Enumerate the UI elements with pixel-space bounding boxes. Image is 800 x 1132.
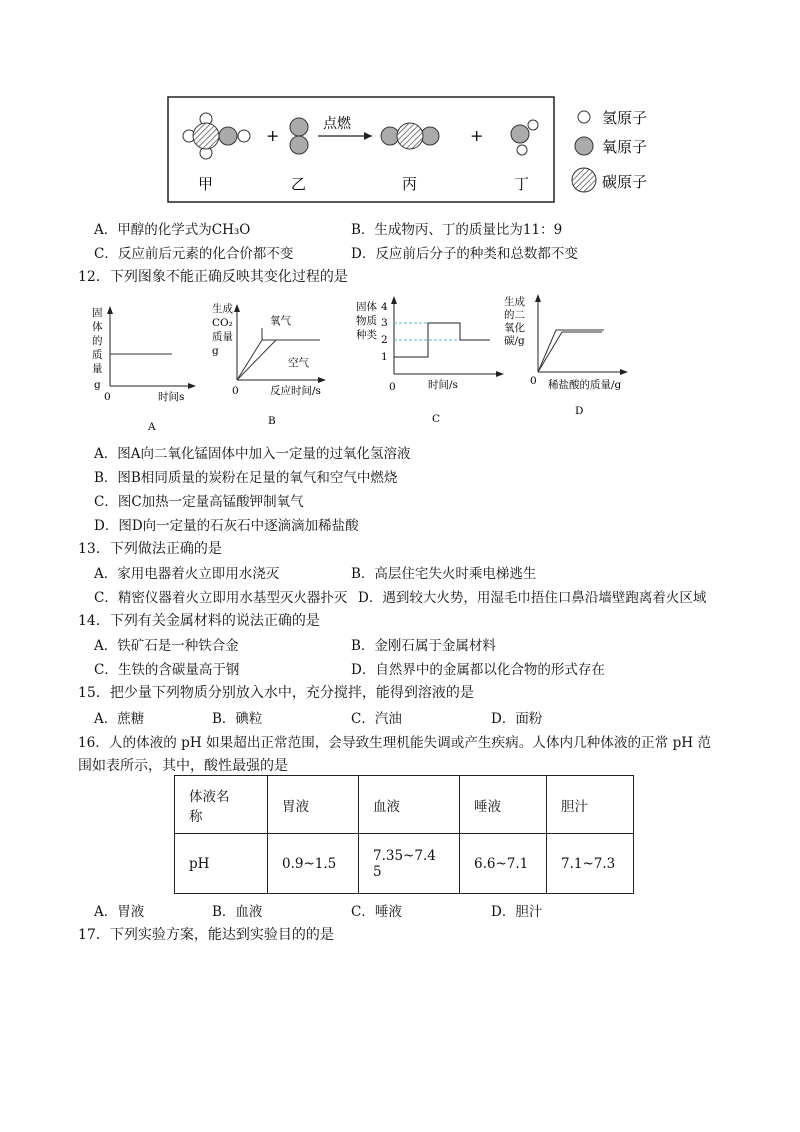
q12-option-b: B．图B相同质量的炭粉在足量的氧气和空气中燃烧 — [94, 470, 398, 486]
q14-option-b: B．金刚石属于金属材料 — [351, 638, 496, 654]
graph-label: C — [432, 413, 441, 425]
table-cell: 血液 — [359, 776, 460, 834]
graph-label: 1 — [381, 351, 388, 363]
q12-stem: 12．下列图象不能正确反映其变化过程的是 — [78, 269, 348, 285]
molecule-ding — [511, 120, 538, 155]
legend-hydrogen: 氢原子 — [602, 109, 648, 127]
graph-label: 碳/g — [504, 335, 525, 347]
graph-label: 量 — [92, 363, 103, 375]
table-row — [175, 834, 634, 894]
q14-option-d: D．自然界中的金属都以化合物的形式存在 — [351, 662, 605, 678]
q16-stem-line1: 16．人的体液的 pH 如果超出正常范围，会导致生理机能失调或产生疾病。人体内几种体液的正常 pH 范 — [78, 735, 712, 751]
legend-carbon: 碳原子 — [602, 173, 648, 191]
graph-label: A — [148, 421, 156, 433]
q16-option-d: D．胆汁 — [491, 904, 543, 920]
graph-label: B — [268, 415, 276, 427]
q15-option-d: D．面粉 — [491, 711, 543, 727]
table-cell: 0.9~1.5 — [268, 834, 359, 894]
graph-label: 生成 — [212, 303, 233, 315]
graph-label: 质量 — [212, 331, 233, 343]
plus-1: + — [266, 126, 280, 145]
graph-d-line-1 — [538, 330, 604, 372]
graph-b — [212, 302, 326, 427]
graph-label: CO₂ — [212, 317, 233, 329]
graph-label: 种类 — [356, 329, 377, 341]
legend-oxygen-icon — [575, 137, 593, 155]
arrow-label: 点燃 — [323, 116, 351, 132]
q15-option-c: C．汽油 — [351, 711, 402, 727]
q13-stem: 13．下列做法正确的是 — [78, 541, 222, 557]
graph-label: 反应时间/s — [270, 385, 321, 397]
q16-option-a: A．胃液 — [94, 904, 145, 920]
reaction-box — [168, 97, 554, 202]
graph-label: 固 — [92, 307, 103, 319]
q16-option-c: C．唾液 — [351, 904, 402, 920]
graph-label: 体 — [92, 321, 103, 333]
q14-option-a: A．铁矿石是一种铁合金 — [94, 638, 239, 654]
graph-label: 2 — [381, 334, 388, 346]
graph-label: 氧化 — [504, 322, 525, 334]
graph-label: 的 — [92, 335, 103, 347]
graph-label: 3 — [381, 317, 388, 329]
reaction-diagram — [0, 0, 800, 215]
q12-option-a: A．图A向二氧化锰固体中加入一定量的过氧化氢溶液 — [94, 446, 411, 462]
graph-label: 0 — [530, 375, 537, 387]
graph-label: g — [212, 345, 219, 357]
table-cell: 胆汁 — [547, 776, 634, 834]
table-cell: 7.1~7.3 — [547, 834, 634, 894]
table-row — [175, 776, 634, 834]
q14-stem: 14．下列有关金属材料的说法正确的是 — [78, 613, 320, 629]
q12-option-d: D．图D向一定量的石灰石中逐滴滴加稀盐酸 — [94, 518, 359, 534]
graph-label: 的二 — [504, 309, 525, 321]
graph-label: 生成 — [504, 296, 525, 308]
graph-label: g — [94, 379, 101, 391]
graph-a — [92, 306, 196, 433]
label-bing: 丙 — [402, 175, 418, 193]
table-cell: 胃液 — [268, 776, 359, 834]
graph-label: 稀盐酸的质量/g — [548, 379, 622, 391]
q14-option-c: C．生铁的含碳量高于钢 — [94, 662, 240, 678]
q13-option-d: D．遇到较大火势，用湿毛巾捂住口鼻沿墙壁跑离着火区域 — [358, 590, 707, 606]
graph-label: 0 — [104, 391, 111, 403]
q11-option-a: A．甲醇的化学式为CH₃O — [94, 222, 251, 238]
q11-option-c: C．反应前后元素的化合价都不变 — [94, 246, 294, 262]
label-jia: 甲 — [198, 175, 214, 193]
q11-option-d: D．反应前后分子的种类和总数都不变 — [351, 246, 578, 262]
graph-label: 时间/s — [428, 379, 458, 391]
table-cell: 唾液 — [460, 776, 547, 834]
q13-option-a: A．家用电器着火立即用水浇灭 — [94, 566, 280, 582]
table-cell: 7.35~7.4 5 — [359, 834, 460, 894]
molecule-yi — [290, 118, 308, 154]
legend-carbon-icon — [572, 168, 596, 192]
graph-label: 时间s — [158, 391, 185, 403]
graph-label: 0 — [389, 381, 396, 393]
molecule-jia — [183, 113, 250, 159]
q12-option-c: C．图C加热一定量高锰酸钾制氧气 — [94, 494, 304, 510]
graph-label: 固体 — [356, 301, 377, 313]
graph-label: D — [575, 405, 584, 417]
graph-label: 空气 — [288, 357, 309, 369]
q12-graphs — [0, 288, 800, 433]
graph-b-air-line — [237, 340, 276, 380]
q16-stem-line2: 围如表所示，其中，酸性最强的是 — [78, 758, 288, 774]
table-cell: pH — [175, 834, 268, 894]
q16-option-b: B．血液 — [212, 904, 263, 920]
q15-option-b: B．碘粒 — [212, 711, 263, 727]
legend-hydrogen-icon — [578, 111, 590, 123]
graph-label: 质 — [92, 349, 103, 361]
molecule-bing — [381, 123, 439, 149]
graph-label: 0 — [232, 385, 239, 397]
plus-2: + — [470, 126, 484, 145]
label-ding: 丁 — [514, 175, 530, 193]
table-cell: 体液名 称 — [175, 776, 268, 834]
legend-oxygen: 氧原子 — [602, 138, 648, 156]
graph-c — [356, 296, 504, 425]
q15-option-a: A．蔗糖 — [94, 711, 145, 727]
q17-stem: 17．下列实验方案，能达到实验目的的是 — [78, 927, 334, 943]
graph-label: 氧气 — [270, 315, 291, 327]
q11-option-b: B．生成物丙、丁的质量比为11：9 — [351, 222, 563, 238]
graph-d — [504, 294, 628, 417]
label-yi: 乙 — [291, 175, 307, 193]
q13-option-c: C．精密仪器着火立即用水基型灭火器扑灭 — [94, 590, 348, 606]
table-cell: 6.6~7.1 — [460, 834, 547, 894]
q13-option-b: B．高层住宅失火时乘电梯逃生 — [351, 566, 537, 582]
ph-table — [174, 775, 634, 894]
graph-label: 4 — [381, 301, 388, 313]
graph-label: 物质 — [356, 315, 377, 327]
q15-stem: 15．把少量下列物质分别放入水中，充分搅拌，能得到溶液的是 — [78, 685, 474, 701]
graph-d-line-2 — [538, 332, 602, 372]
